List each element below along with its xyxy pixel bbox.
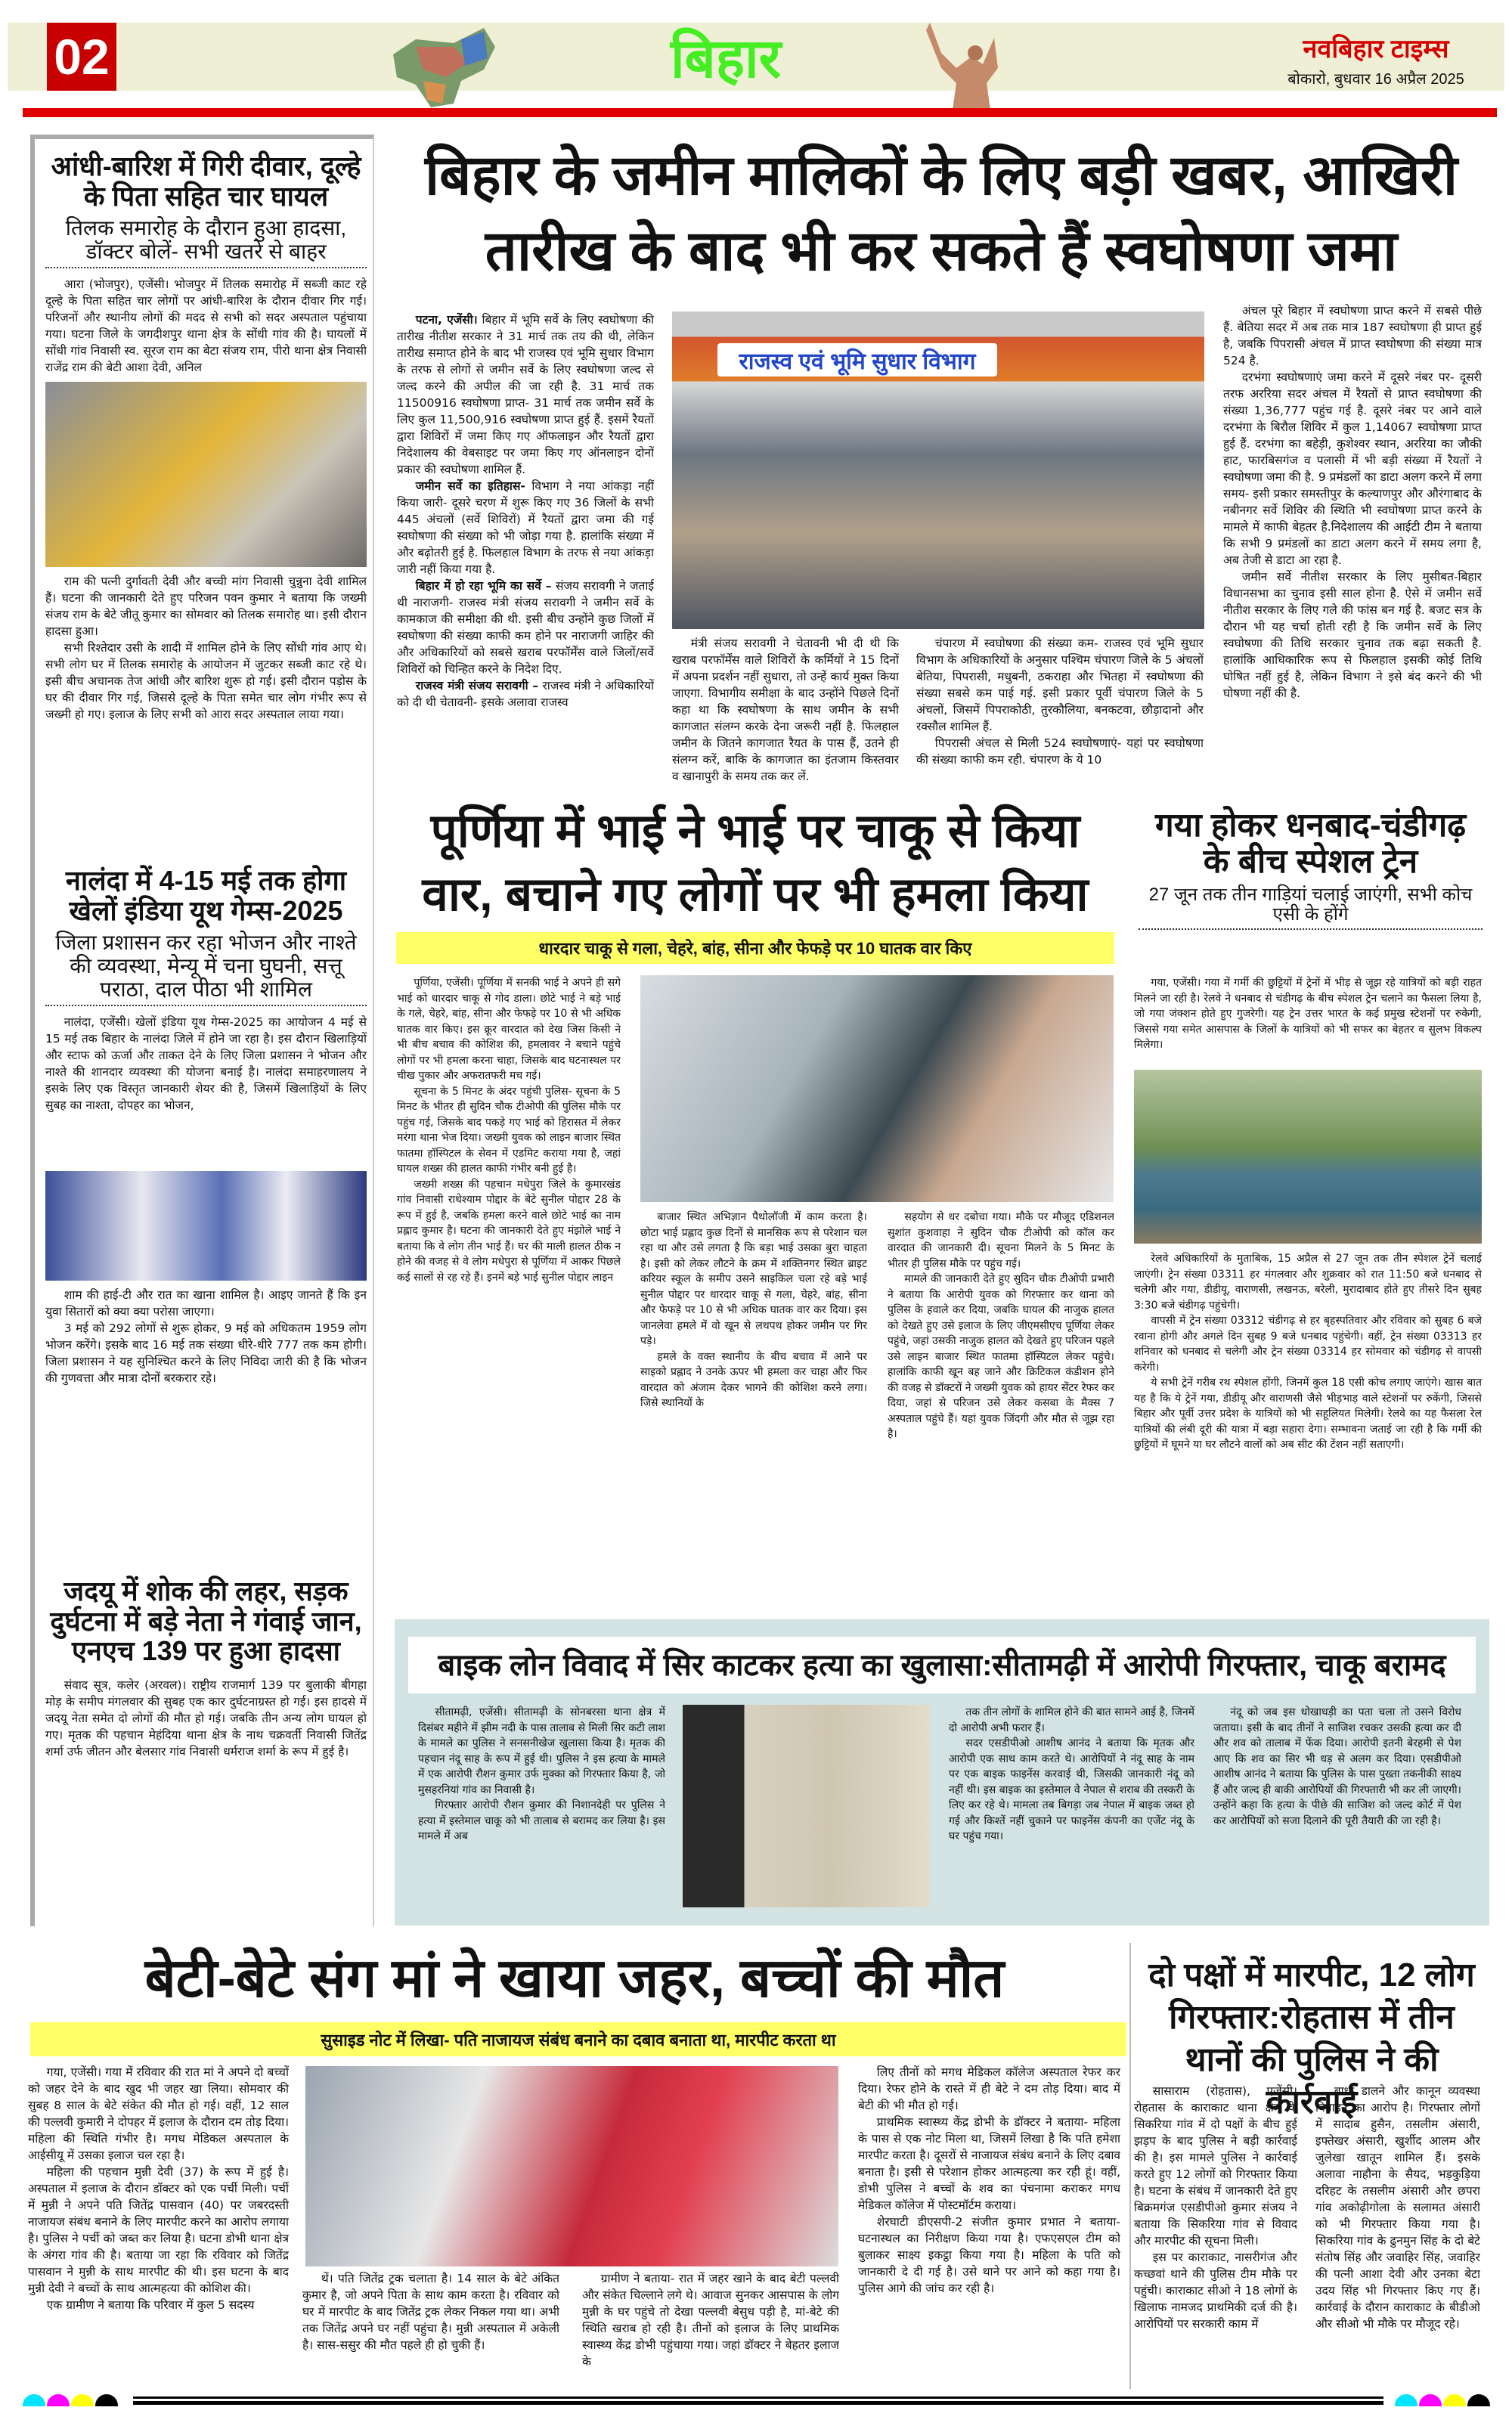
train-photo	[1134, 1070, 1482, 1244]
registration-marks-left	[23, 2394, 118, 2406]
page-number: 02	[47, 23, 116, 91]
main-column-3: चंपारण में स्वघोषणा की संख्या कम- राजस्व एवं भूमि सुधार विभाग के अधिकारियों के अनुसार पश्चिम चंपारण जिले के 5 अंचलों बेतिया, पिपरासी, मधुबनी, ठकराहा और भितहा में स्वघोषणा की संख्या सबसे कम पाई गई. इसी प्रकार पूर्वी चंपारण जिले के 5 अंचलों, जिसमें पिपराकोठी, तुरकौलिया, बनकटवा, छौड़ादानो और रक्सौल शामिल हैं. पिपरासी अंचल से मिली 524 स्वघोषणाएं- यहां पर स्वघोषणा की संख्या काफी कम रही. चंपारण के ये 10	[916, 637, 1204, 767]
poison-column-2: थें। पति जितेंद्र ट्रक चलाता है। 14 साल के बेटे अंकित कुमार है, जो अपने पिता के साथ काम करता है। रविवार को घर में मारपीट के बाद जितेंद्र ट्रक लेकर निकल गया था। अभी तक जितेंद्र अपने घर नहीं पहुंचा है। मुन्नी अस्पताल में अकेली है। सास-ससुर की मौत पहले ही हो चुकी हैं।	[302, 2272, 559, 2352]
purnia-strap: धारदार चाकू से गला, चेहरे, बांह, सीना और फेफड़े पर 10 घातक वार किए	[396, 932, 1114, 964]
yellow-dot-icon	[1443, 2394, 1466, 2406]
magenta-dot-icon	[1419, 2394, 1442, 2406]
story-wall-collapse	[45, 151, 367, 792]
poison-headline: बेटी-बेटे संग मां ने खाया जहर, बच्चों की मौत	[144, 1948, 1005, 2009]
khelo-india-event-photo	[45, 1171, 367, 1281]
paper-title-block	[1285, 30, 1467, 88]
subheadline: तिलक समारोह के दौरान हुआ हादसा, डॉक्टर बोलें- सभी खतरे से बाहर	[45, 217, 367, 268]
main-column-2: मंत्री संजय सरावगी ने चेतावनी भी दी थी कि खराब परफॉर्मेंस वाले शिविरों के कर्मियों ने 15 दिनों में अपना प्रदर्शन नहीं सुधारा, तो उन्हें कार्य मुक्त किया जाएगा. विभागीय समीक्षा के बाद उन्होंने पिछले दिनों कहा था कि स्वघोषणा के साथ जमीन के सभी कागजात संलग्न करके देना जरूरी नहीं है. फिलहाल जमीन के जितने कागजात रैयत के पास हैं, उतने ही संलग्न करें, बाकि के कागजात का इंतजाम किस्तवार व खानापुरी के समय तक कर लें.	[672, 637, 899, 783]
main-headline: बिहार के जमीन मालिकों के लिए बड़ी खबर, आखिरी तारीख के बाद भी कर सकते हैं स्वघोषणा जमा	[424, 144, 1458, 282]
statue-figure-icon	[900, 23, 1051, 110]
paragraph: सभी रिश्तेदार उसी के शादी में शामिल होने के लिए सोंधी गांव आए थे। सभी लोग घर में तिलक समारोह के आयोजन में जुटकर सब्जी काट रहे थे। इसी बीच अचानक तेज आंधी और बारिश शुरू हो गई। इसी दौरान पड़ोस के घर की दीवार गिर गई, जिससे दूल्हे के पिता समेत चार लोग गंभीर रूप से जख्मी हो गए। इलाज के लिए सभी को आरा सदर अस्पताल लाया गया।	[45, 640, 367, 721]
bihar-map-collage-icon	[370, 24, 522, 109]
rohtas-column-2: बाधा डालने और कानून व्यवस्था बिगाड़ने का आरोप है। गिरफ्तार लोगों में सादाब हुसैन, तसलीम अंसारी, इफ्तेखर अंसारी, खुर्शीद आलम और जुलेखा खातून शामिल हैं। इसके अलावा नाहौना के सैयद, भड़कुड़िया दरिहट के तसलीम अंसारी और छपरा गांव अकोढ़ीगोला के सलामत अंसारी को भी गिरफ्तार किया गया है। सिकरिया गांव के ढुनमुन सिंह के दो बेटे संतोष सिंह और जवाहिर सिंह, जवाहिर की पत्नी आशा देवी और उनका बेटा उदय सिंह भी गिरफ्तार किए गए हैं। कार्रवाई के दौरान काराकाट के बीडीओ और सीओ भी मौके पर मौजूद रहे।	[1315, 2084, 1480, 2331]
paper-name: नवबिहार टाइम्स	[1303, 35, 1449, 64]
poison-column-4: लिए तीनों को मगध मेडिकल कॉलेज अस्पताल रेफर कर दिया। रेफर होने के रास्ते में ही बेटे ने दम तोड़ दिया। बाद में बेटी की भी मौत हो गई। प्राथमिक स्वास्थ्य केंद्र डोभी के डॉक्टर ने बताया- महिला के पास से एक नोट मिला था, जिसमें लिखा है कि पति हमेशा मारपीट करता है। दूसरों से नाजायज संबंध बनाने के लिए दबाव बनाता है। इसी से परेशान होकर आत्महत्या कर रही हूं। वहीं, डोभी पुलिस ने बच्चों के शव का पंचनामा कराकर मगध मेडिकल कॉलेज में पोस्टमॉर्टम कराया। शेरघाटी डीएसपी-2 संजीत कुमार प्रभात ने बताया- घटनास्थल का निरीक्षण किया गया है। एफएसएल टीम को बुलाकर साक्ष्य इकट्ठा किया गया है। महिला के पति को जानकारी दे दी गई है। उसे थाने पर आने को कहा गया है। पुलिस आगे की जांच कर रही है।	[858, 2065, 1120, 2295]
story-khelo-india	[45, 866, 367, 1529]
police-accused-photo	[683, 1705, 930, 1907]
headline: आंधी-बारिश में गिरी दीवार, दूल्हे के पिता सहित चार घायल	[51, 150, 361, 212]
paragraph: राजस्व मंत्री संजय सरावगी – राजस्व मंत्री ने अधिकारियों को दी थी चेतावनी- इसके अलावा राजस्व	[397, 679, 654, 709]
poison-column-1: गया, एजेंसी। गया में रविवार की रात मां ने अपने दो बच्चों को जहर देने के बाद खुद भी जहर खा लिया। सोमवार की सुबह 8 साल के बेटे संकेत की मौत हो गई। वहीं, 12 साल की पल्लवी कुमारी ने दोपहर में इलाज के दौरान दम तोड़ दिया। महिला की स्थिति गंभीर है। मगध मेडिकल अस्पताल के आईसीयू में उसका इलाज चल रहा है। महिला की पहचान मुन्नी देवी (37) के रूप में हुई है। अस्पताल में इलाज के दौरान डॉक्टर को एक पर्ची मिली। पर्ची में मुन्नी ने अपने पति जितेंद्र पासवान (40) पर जबरदस्ती नाजायज संबंध बनाने के लिए मारपीट करने का आरोप लगाया है। पुलिस ने पर्ची को जब्त कर लिया है। घटना डोभी थाना क्षेत्र के अंगरा गांव की है। बताया जा रहा कि रविवार को जितेंद्र पासवान ने मुन्नी के साथ मारपीट की थी। इस घटना के बाद मुन्नी देवी ने बच्चों के साथ आत्महत्या की कोशिश की। एक ग्रामीण ने बताया कि परिवार में कुल 5 सदस्य	[28, 2065, 289, 2312]
hospital-bed-photo	[305, 2066, 838, 2266]
paragraph: 3 मई को 292 लोगों से शुरू होकर, 9 मई को अधिकतम 1959 लोग भोजन करेंगे। इसके बाद 16 मई तक संख्या धीरे-धीरे 777 तक कम होगी। जिला प्रशासन ने यह सुनिश्चित करने के लिए निविदा जारी की है कि भोजन की गुणवत्ता और मात्रा दोनों बरकरार रहे।	[45, 1321, 367, 1385]
column-divider	[1129, 1943, 1131, 2389]
paragraph: बिहार में हो रहा भूमि का सर्वे – संजय सरावगी ने जताई थी नाराजगी- राजस्व मंत्री संजय सरावगी ने जमीन सर्वे के कामकाज की समीक्षा की थी. इसी बीच उन्होंने कुछ जिलों में स्वघोषणा की संख्या काफी कम होने पर नाराजगी जाहिर की और अधिकारियों को सबसे खराब परफॉर्मेंस वाले जिलों/सर्वे शिविरों को चिन्हित करने के निदेश दिए.	[397, 579, 654, 676]
paragraph: नालंदा, एजेंसी। खेलों इंडिया यूथ गेम्स-2025 का आयोजन 4 मई से 15 मई तक बिहार के नालंदा जिले में होने जा रहा है। इस दौरान खिलाड़ियों और स्टाफ को ऊर्जा और ताकत देने के लिए जिला प्रशासन ने भोजन और नाश्ते की शानदार व्यवस्था की योजना बनाई है। नालंदा समाहरणालय ने इसके लिए एक विस्तृत जानकारी शेयर की है, जिसमें खिलाड़ियों के लिए सुबह का नाश्ता, दोपहर का भोजन,	[45, 1015, 367, 1112]
bike-column-2: तक तीन लोगों के शामिल होने की बात सामने आई है, जिनमें दो आरोपी अभी फरार हैं। सदर एसडीपीओ आशीष आनंद ने बताया कि मृतक और आरोपी एक साथ काम करते थे। आरोपियों ने नंदू साह के नाम पर एक बाइक फाइनेंस करवाई थी, जिसकी जानकारी नंदू को नहीं थी। इस बाइक का इस्तेमाल वे नेपाल से शराब की तस्करी के लिए कर रहे थे। मामला तब बिगड़ा जब नेपाल में बाइक जब्त हो गई और किश्तें नहीं चुकाने पर फाइनेंस कंपनी का एजेंट नंदू के घर पहुंच गया।	[949, 1706, 1194, 1842]
train-paragraph-1: गया, एजेंसी। गया में गर्मी की छुट्टियों में ट्रेनों में भीड़ से जूझ रहे यात्रियों को बड़ी राहत मिलने जा रही है। रेलवे ने धनबाद से चंडीगढ़ के बीच स्पेशल ट्रेन चलाने का फैसला लिया है, जो गया जंक्शन होते हुए गुजरेगी। यह ट्रेन उत्तर भारत के कई प्रमुख स्टेशनों पर रुकेगी, जिससे गया समेत आसपास के जिलों के यात्रियों को भी सफर का बेहतर व सुलभ विकल्प मिलेगा।	[1134, 977, 1482, 1051]
bike-column-1: सीतामढ़ी, एजेंसी। सीतामढ़ी के सोनबरसा थाना क्षेत्र में दिसंबर महीने में झीम नदी के पास तालाब से मिली सिर कटी लाश के मामले का पुलिस ने सनसनीखेज खुलासा किया है। मृतक की पहचान नंदू साह के रूप में हुई थी। पुलिस ने इस हत्या के मामले में एक आरोपी रौशन कुमार उर्फ मुक्का को गिरफ्तार किया है, जो मुसहरनियां गांव का निवासी है। गिरफ्तार आरोपी रौशन कुमार की निशानदेही पर पुलिस ने हत्या में इस्तेमाल चाकू को भी तालाब से बरामद कर लिया है। इस मामले में अब	[418, 1706, 665, 1842]
footer-rule	[133, 2396, 1383, 2405]
black-dot-icon	[95, 2394, 118, 2406]
subheadline: जिला प्रशासन कर रहा भोजन और नाश्ते की व्यवस्था, मेन्यू में चना घुघनी, सत्तू पराठा, दाल पीठा भी शामिल	[45, 931, 367, 1005]
story-special-train	[1139, 807, 1483, 930]
header-rule	[23, 108, 1497, 117]
hospital-photo	[45, 382, 367, 567]
purnia-column-1: पूर्णिया, एजेंसी। पूर्णिया में सनकी भाई ने अपने ही सगे भाई को धारदार चाकू से गोद डाला। छोटे भाई ने बड़े भाई के गले, चेहरे, बांह, सीना और फेफड़े पर 10 से भी अधिक घातक वार किए। इस क्रूर वारदात को देख जिस किसी ने भी बीच बचाव की कोशिश की, हमलावर ने बचाने पहुंचे लोगों पर भी हमला करना चाहा, जिसके बाद घटनास्थल पर चीख पुकार और अफरातफरी मच गई। सूचना के 5 मिनट के अंदर पहुंची पुलिस- सूचना के 5 मिनट के भीतर ही सुदिन चौक टीओपी की पुलिस मौके पर पहुंच गई, जिसके बाद पकड़े गए भाई को हिरासत में लेकर मरंगा थाना भेज दिया। जख्मी युवक को लाइन बाजार स्थित फातमा हॉस्पिटल के सेवन में एडमिट कराया गया है, जहां घायल शख्स की हालत काफी गंभीर बनी हुई है। जख्मी शख्स की पहचान मधेपुरा जिले के कुमारखंड गांव निवासी राधेश्याम पोद्दार के बेटे सुनील पोद्दार 28 के रूप में हुई है, जबकि हमला करने वाले छोटे भाई का नाम प्रह्लाद कुमार है। घटना की जानकारी देते हुए मंझोले भाई ने बताया कि वे लोग तीन भाई हैं। घर की माली हालत ठीक न होने की वजह से वे लोग मधेपुरा से पूर्णिया में आकर पिछले कई सालों से रह रहे हैं। इनमें बड़े भाई सुनील पोद्दार लाइन	[397, 977, 621, 1284]
rohtas-column-1: सासाराम (रोहतास), एजेंसी। रोहतास के काराकाट थाना क्षेत्र के सिकरिया गांव में दो पक्षों के बीच हुई झड़प के बाद पुलिस ने बड़ी कार्रवाई की है। इस मामले पुलिस ने कार्रवाई करते हुए 12 लोगों को गिरफ्तार किया है। घटना के संबंध में जानकारी देते हुए बिक्रमगंज एसडीपीओ कुमार संजय ने बताया कि सिकरिया गांव से विवाद और मारपीट की सूचना मिली। इस पर काराकाट, नासरीगंज और कच्छवां थाने की पुलिस टीम मौके पर पहुंची। काराकाट सीओ ने 18 लोगों के खिलाफ नामजद प्राथमिकी दर्ज की है। आरोपियों पर सरकारी काम में	[1134, 2084, 1297, 2331]
paragraph: शाम की हाई-टी और रात का खाना शामिल है। आइए जानते हैं कि इन युवा सितारों को क्या क्या परोसा जाएगा।	[45, 1287, 367, 1318]
cyan-dot-icon	[23, 2394, 45, 2406]
magenta-dot-icon	[47, 2394, 70, 2406]
hospital-victim-photo	[640, 975, 1114, 1202]
paragraph: संवाद सूत्र, कलेर (अरवल)। राष्ट्रीय राजमार्ग 139 पर बुलाकी बीगहा मोड़ के समीप मंगलवार की सुबह एक कार दुर्घटनाग्रस्त हो गई। इस हादसे में जदयू नेता समेत दो लोगों की मौत हो गई। जबकि तीन अन्य लोग घायल हो गए। मृतक की पहचान मेहंदिया थाना क्षेत्र के नाथ चक्रवर्ती निवासी जितेंद्र शर्मा उर्फ जीतन और बेलसार गांव निवासी धर्मराज शर्मा के रूप में हुई है।	[45, 1678, 367, 1758]
bike-headline: बाइक लोन विवाद में सिर काटकर हत्या का खुलासा:सीतामढ़ी में आरोपी गिरफ्तार, चाकू बरामद	[408, 1637, 1476, 1693]
department-banner: राजस्व एवं भूमि सुधार विभाग	[717, 343, 997, 376]
poison-strap: सुसाइड नोट में लिखा- पति नाजायज संबंध बनाने का दबाव बनाता था, मारपीट करता था	[30, 2022, 1126, 2056]
paragraph: आरा (भोजपुर), एजेंसी। भोजपुर में तिलक समारोह में सब्जी काट रहे दूल्हे के पिता सहित चार लोगों पर आंधी-बारिश के दौरान दीवार गिर गई। परिजनों और स्थानीय लोगों की मदद से सभी को सदर अस्पताल पहुंचाया गया। घटना जिले के जगदीशपुर थाना क्षेत्र के सोंधी गांव की है। घायलों में सोंधी गांव निवासी स्व. सूरज राम का बेटा संजय राम, पीरो थाना क्षेत्र निवासी राजेंद्र राम की बेटी आशा देवी, अनिल	[45, 277, 367, 374]
purnia-column-2: बाजार स्थित अभिज्ञान पैथोलॉजी में काम करता है। छोटा भाई प्रह्लाद कुछ दिनों से मानसिक रूप से परेशान चल रहा था और उसे लगता है कि बड़ा भाई उसका बुरा चाहता है। इसी को लेकर लौटने के क्रम में शक्तिनगर स्थित ब्राइट करियर स्कूल के समीप उसने साइकिल चला रहे बड़े भाई सुनील पोद्दार पर धारदार चाकू से गला, चेहरे, बांह, सीना और फेफड़े पर 10 से भी अधिक घातक वार कर दिया। इस जानलेवा हमले में वो खून से लथपथ होकर जमीन पर गिर पड़े। हमले के वक्त स्थानीय के बीच बचाव में आने पर साइको प्रह्लाद ने उनके ऊपर भी हमला कर चाहा और फिर वारदात को अंजाम देकर भागने की कोशिश करने लगा। जिसे स्थानियों के	[640, 1211, 867, 1409]
train-paragraphs: रेलवे अधिकारियों के मुताबिक, 15 अप्रैल से 27 जून तक तीन स्पेशल ट्रेनें चलाई जाएंगी। ट्रेन संख्या 03311 हर मंगलवार और शुक्रवार को रात 11:50 बजे धनबाद से चलेगी और गया, डीडीयू, वाराणसी, लखनऊ, बरेली, मुरादाबाद होते हुए तीसरे दिन सुबह 3:30 बजे चंडीगढ़ पहुंचेगी। वापसी में ट्रेन संख्या 03312 चंडीगढ़ से हर बृहस्पतिवार और रविवार को सुबह 6 बजे रवाना होगी और अगले दिन सुबह 9 बजे धनबाद पहुंचेगी। वहीं, ट्रेन संख्या 03313 हर शनिवार को धनबाद से चलेगी और ट्रेन संख्या 03314 हर सोमवार को चंडीगढ़ से वापसी करेगी। ये सभी ट्रेनें गरीब रथ स्पेशल होंगी, जिनमें कुल 18 एसी कोच लगाए जाएंगे। खास बात यह है कि ये ट्रेनें गया, डीडीयू और वाराणसी जैसे भीड़भाड़ वाले स्टेशनों पर रुकेंगी, जिससे बिहार और पूर्वी उत्तर प्रदेश के यात्रियों को भी सहूलियत मिलेगी। रेलवे का यह फैसला रेल यात्रियों की लंबी दूरी की यात्रा में बड़ा सहारा देगा। सम्भावना जताई जा रही है कि गर्मी की छुट्टियों में घूमने या घर लौटने वालों को अब सीट की टेंशन नहीं सताएगी।	[1134, 1253, 1482, 1451]
black-dot-icon	[1467, 2394, 1490, 2406]
story-jdu-accident	[45, 1576, 367, 1904]
paragraph: जमीन सर्वे का इतिहास- विभाग ने नया आंकड़ा नहीं किया जारी- दूसरे चरण में शुरू किए गए 36 जिलों के सभी 445 अंचलों (सर्वे शिविरों) में रैयतों द्वारा जमा की गई स्वघोषणा की संख्या को भी जोड़ा गया है. हालांकि संख्या में और बढ़ोतरी हुई है. फिलहाल विभाग के तरफ से नया आंकड़ा जारी नहीं किया गया है.	[397, 479, 654, 576]
poison-column-3: ग्रामीण ने बताया- रात में जहर खाने के बाद बेटी पल्लवी और संकेत चिल्लाने लगे थे। आवाज सुनकर आसपास के लोग मुन्नी के घर पहुंचे तो देखा पल्लवी बेसुध पड़ी है, मां-बेटे की स्थिति खराब हो रही है। तीनों को इलाज के लिए प्राथमिक स्वास्थ्य केंद्र डोभी पहुंचाया गया। जहां डॉक्टर ने बेहतर इलाज के	[582, 2272, 839, 2369]
headline: नालंदा में 4-15 मई तक होगा खेलों इंडिया यूथ गेम्स-2025	[65, 865, 347, 926]
rohtas-headline: दो पक्षों में मारपीट, 12 लोग गिरफ्तार:रोहतास में तीन थानों की पुलिस ने की कार्रवाई	[1148, 1957, 1475, 2121]
purnia-headline: पूर्णिया में भाई ने भाई पर चाकू से किया वार, बचाने गए लोगों पर भी हमला किया	[422, 805, 1089, 921]
main-column-4: अंचल पूरे बिहार में स्वघोषणा प्राप्त करने में सबसे पीछे हैं. बेतिया सदर में अब तक मात्र 187 स्वघोषणा ही प्राप्त हुई है, जबकि पिपरासी अंचल में प्राप्त स्वघोषणा की संख्या मात्र 524 है. दरभंगा स्वघोषणाएं जमा करने में दूसरे नंबर पर- दूसरी तरफ अररिया सदर अंचल में रैयतों से प्राप्त स्वघोषणा की संख्या 1,36,777 पहुंच गई है. दूसरे नंबर पर आने वाले दरभंगा के बिरौल शिविर में कुल 1,14067 स्वघोषणा प्राप्त हुई हैं. दरभंगा का बहेड़ी, कुशेश्वर स्थान, अररिया का जौकी हाट, फारबिसगंज व पलासी में भी बड़ी संख्या में रैयतों ने स्वघोषणा जमा की है. 9 प्रमंडलों का डाटा अलग करने में लगा समय- इसी प्रकार समस्तीपुर के कल्याणपुर और औरंगाबाद के नबीनगर सर्वे शिविर की स्थिति भी स्वघोषणा प्राप्त करने के मामले में काफी बेहतर है.निदेशालय की आईटी टीम ने बताया कि सभी 9 प्रमंडलों का डाटा अलग करने में समय लगा है, अब तेजी से डाटा आ रहा है. जमीन सर्वे नीतीश सरकार के लिए मुसीबत-बिहार विधानसभा का चुनाव इसी साल होना है. ऐसे में जमीन सर्वे नीतीश सरकार के लिए गले की फांस बन गई है. बजट सत्र के दौरान भी यह चर्चा होती रही है कि जमीन सर्वे के लिए स्वघोषणा की तिथि सरकार चुनाव तक बढ़ा सकती है. हालांकि आधिकारिक रूप से फिलहाल इसकी कोई तिथि घोषित नहीं हुई है, लेकिन विभाग ने इसे बंद करने की भी घोषणा नहीं की है.	[1223, 304, 1482, 700]
section-title: बिहार	[670, 29, 782, 89]
land-survey-camp-photo	[672, 311, 1204, 629]
purnia-column-3: सहयोग से धर दबोचा गया। मौके पर मौजूद एडिशनल सुशांत कुशवाहा ने सुदिन चौक टीओपी को कॉल कर वारदात की जानकारी दी। सूचना मिलने के 5 मिनट के भीतर ही पुलिस मौके पर पहुंच गई। मामले की जानकारी देते हुए सुदिन चौक टीओपी प्रभारी ने बताया कि आरोपी युवक को गिरफ्तार कर थाना को पुलिस के हवाले कर दिया, जबकि घायल की नाजुक हालत को देखते हुए उसे इलाज के लिए जीएमसीएच पूर्णिया लेकर पहुंचे, जहां उसकी नाजुक हालत को देखते हुए परिजन पहले उसे लाइन बाजार स्थित फातमा हॉस्पिटल लेकर पहुंचे। हालांकि काफी खून बह जाने और क्रिटिकल कंडीशन होने की वजह से डॉक्टरों ने जख्मी युवक को हायर सेंटर रेफर कर दिया, जहां से परिजन उसे लेकर कसबा के मैक्स 7 अस्पताल पहुंचे हैं। यहां युवक जिंदगी और मौत से जूझ रहा है।	[888, 1211, 1114, 1440]
subheadline: 27 जून तक तीन गाड़ियां चलाई जाएंगी, सभी कोच एसी के होंगे	[1139, 885, 1483, 930]
headline: जदयू में शोक की लहर, सड़क दुर्घटना में बड़े नेता ने गंवाई जान, एनएच 139 पर हुआ हादसा	[50, 1575, 362, 1667]
yellow-dot-icon	[71, 2394, 94, 2406]
headline: गया होकर धनबाद-चंडीगढ़ के बीच स्पेशल ट्रेन	[1154, 807, 1467, 881]
cyan-dot-icon	[1395, 2394, 1418, 2406]
main-column-1	[397, 311, 654, 786]
bike-column-3: नंदू को जब इस धोखाधड़ी का पता चला तो उसने विरोध जताया। इसी के बाद तीनों ने साजिश रचकर उसकी हत्या कर दी और शव को तालाब में फेंक दिया। आरोपी इतनी बेरहमी से पेश आए कि शव का सिर भी धड़ से अलग कर दिया। एसडीपीओ आशीष आनंद ने बताया कि पुलिस के पास पुख्ता तकनीकी साक्ष्य हैं और जल्द ही बाकी आरोपियों की गिरफ्तारी भी कर ली जाएगी। उन्होंने कहा कि हत्या के पीछे की साजिश को जल्द कोर्ट में पेश कर आरोपियों को सजा दिलाने की पूरी तैयारी की जा रही है।	[1213, 1706, 1461, 1827]
paragraph: राम की पत्नी दुर्गावती देवी और बच्ची मांग निवासी चुन्नुना देवी शामिल हैं। घटना की जानकारी देते हुए परिजन पवन कुमार ने बताया कि जख्मी संजय राम के बेटे जीतू कुमार का सोमवार को तिलक समारोह था। इसी दौरान हादसा हुआ।	[45, 574, 367, 638]
dateline: बोकारो, बुधवार 16 अप्रैल 2025	[1287, 71, 1464, 88]
paragraph: पटना, एजेंसी। बिहार में भूमि सर्वे के लिए स्वघोषणा की तारीख नीतीश सरकार ने 31 मार्च तक तय की थी, लेकिन तारीख समाप्त होने के बाद भी राजस्व एवं भूमि सुधार विभाग के तरफ से लोगों से जमीन सर्वे के लिए स्वघोषणा जल्द से जल्द करने की अपील की जा रही है. 31 मार्च तक 11500916 स्वघोषणा प्राप्त- 31 मार्च तक जमीन सर्वे के लिए कुल 11,500,916 स्वघोषणा प्राप्त हुई हैं. इसमें रैयतों द्वारा शिविरों में जमा किए गए ऑफलाइन और रैयतों द्वारा निदेशालय की वेबसाइट पर जमा किए गए ऑनलाइन दोनों प्रकार की स्वघोषणा शामिल हैं.	[397, 313, 654, 476]
registration-marks-right	[1395, 2394, 1490, 2406]
